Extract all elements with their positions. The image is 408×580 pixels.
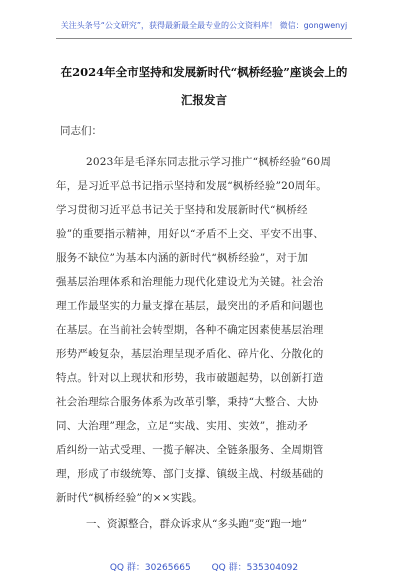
body-line: 学习贯彻习近平总书记关于坚持和发展新时代“枫桥经 — [56, 204, 308, 216]
header-divider — [56, 38, 352, 39]
body-line: 验”的重要指示精神，用好以“矛盾不上交、平安不出事、 — [56, 228, 324, 240]
footer-contacts — [0, 560, 408, 573]
body-line: 盾纠纷一站式受理、一揽子解决、全链条服务、全周期管 — [56, 444, 324, 456]
header-banner: 关注头条号“公文研究”，获得最新最全最专业的公文资料库！ 微信：gongwenyj — [60, 21, 348, 30]
document-title-line-1: 在2024年全市坚持和发展新时代“枫桥经验”座谈会上的 — [60, 65, 348, 79]
body-line: 服务不缺位”为基本内涵的新时代“枫桥经验”，对于加 — [56, 252, 309, 264]
body-line: 形势严峻复杂，基层治理呈现矛盾化、碎片化、分散化的 — [56, 348, 324, 360]
qq-group-2: QQ 群：535304092 — [211, 563, 299, 573]
body-line: 社会治理综合服务体系为改革引擎，秉持“大整合、大协 — [56, 396, 319, 408]
body-line: 年，是习近平总书记指示坚持和发展“枫桥经验”20周年。 — [56, 180, 327, 192]
body-line: 2023年是毛泽东同志批示学习推广“枫桥经验”60周 — [86, 156, 332, 168]
body-line: 理工作最坚实的力量支撑在基层，最突出的矛盾和问题也 — [56, 300, 324, 312]
body-line: 理，形成了市级统筹、部门支撑、镇级主战、村级基础的 — [56, 468, 324, 480]
section-heading: 一、资源整合，群众诉求从“多头跑”变“跑一地” — [86, 518, 307, 530]
body-line: 新时代“枫桥经验”的××实践。 — [56, 492, 203, 504]
body-line: 特点。针对以上现状和形势，我市破题起势，以创新打造 — [56, 372, 324, 384]
body-line: 强基层治理体系和治理能力现代化建设尤为关键。社会治 — [56, 276, 324, 288]
body-line: 同、大治理”理念，立足“实战、实用、实效”，推动矛 — [56, 420, 309, 432]
document-title-line-2: 汇报发言 — [181, 93, 227, 107]
qq-group-1: QQ 群：30265665 — [109, 563, 191, 573]
salutation: 同志们： — [60, 125, 102, 137]
body-line: 在基层。在当前社会转型期，各种不确定因素使基层治理 — [56, 324, 324, 336]
